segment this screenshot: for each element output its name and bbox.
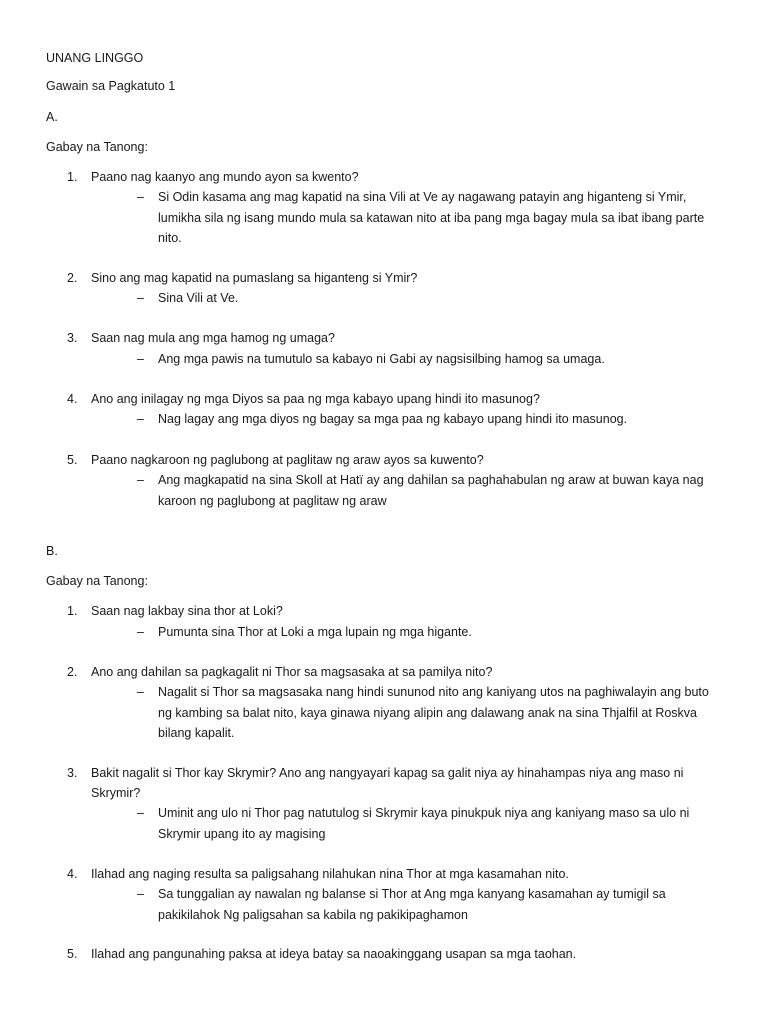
- answer-text: Uminit ang ulo ni Thor pag natutulog si Skrymir kaya pinukpuk niya ang kaniyang maso sa ulo ni: [158, 806, 690, 820]
- answer-text: Nagalit si Thor sa magsasaka nang hindi sununod nito ang kaniyang utos na paghiwalayin ang buto: [158, 685, 709, 699]
- question-number: 1.: [67, 604, 78, 618]
- answer-text: ng kambing sa balat nito, kaya ginawa niyang alipin ang dalawang anak na sina Thjalfil at Roskva: [158, 706, 698, 720]
- question-number: 1.: [67, 170, 78, 184]
- section-b-guide: Gabay na Tanong:: [46, 574, 148, 588]
- section-b-label: B.: [46, 544, 58, 558]
- question-text: Skrymir?: [91, 786, 141, 800]
- question-number: 3.: [67, 766, 78, 780]
- document-heading: UNANG LINGGO: [46, 51, 144, 65]
- question-text: Ilahad ang naging resulta sa paligsahang nilahukan nina Thor at mga kasamahan nito.: [91, 867, 569, 881]
- question-text: Saan nag lakbay sina thor at Loki?: [91, 604, 283, 618]
- question-number: 5.: [67, 453, 78, 467]
- question-number: 3.: [67, 331, 78, 345]
- answer-text: lumikha sila ng isang mundo mula sa katawan nito at iba pang mga bagay mula sa ibat ibang parte: [158, 211, 705, 225]
- question-number: 2.: [67, 665, 78, 679]
- answer-text: Pumunta sina Thor at Loki a mga lupain ng mga higante.: [158, 625, 472, 639]
- answer-dash: –: [137, 352, 144, 366]
- answer-dash: –: [137, 291, 144, 305]
- question-number: 2.: [67, 271, 78, 285]
- answer-text: Sina Vili at Ve.: [158, 291, 239, 305]
- question-number: 4.: [67, 867, 78, 881]
- section-a-guide: Gabay na Tanong:: [46, 140, 148, 154]
- answer-dash: –: [137, 806, 144, 820]
- answer-dash: –: [137, 625, 144, 639]
- answer-dash: –: [137, 412, 144, 426]
- answer-text: Ang mga pawis na tumutulo sa kabayo ni Gabi ay nagsisilbing hamog sa umaga.: [158, 352, 605, 366]
- question-text: Bakit nagalit si Thor kay Skrymir? Ano ang nangyayari kapag sa galit niya ay hinahampas niya ang maso ni: [91, 766, 684, 780]
- answer-dash: –: [137, 473, 144, 487]
- answer-text: Si Odin kasama ang mag kapatid na sina Vili at Ve ay nagawang patayin ang higanteng si Ymir,: [158, 190, 687, 204]
- question-text: Ano ang inilagay ng mga Diyos sa paa ng mga kabayo upang hindi ito masunog?: [91, 392, 540, 406]
- answer-text: nito.: [158, 231, 182, 245]
- answer-dash: –: [137, 685, 144, 699]
- activity-title: Gawain sa Pagkatuto 1: [46, 79, 176, 93]
- answer-dash: –: [137, 190, 144, 204]
- question-number: 4.: [67, 392, 78, 406]
- answer-text: Nag lagay ang mga diyos ng bagay sa mga paa ng kabayo upang hindi ito masunog.: [158, 412, 628, 426]
- answer-text: Skrymir upang ito ay magising: [158, 827, 326, 841]
- answer-dash: –: [137, 887, 144, 901]
- question-text: Saan nag mula ang mga hamog ng umaga?: [91, 331, 335, 345]
- question-text: Ilahad ang pangunahing paksa at ideya batay sa naoakinggang usapan sa mga taohan.: [91, 947, 577, 961]
- question-text: Paano nagkaroon ng paglubong at paglitaw ng araw ayos sa kuwento?: [91, 453, 484, 467]
- question-text: Ano ang dahilan sa pagkagalit ni Thor sa magsasaka at sa pamilya nito?: [91, 665, 493, 679]
- answer-text: karoon ng paglubong at paglitaw ng araw: [158, 494, 387, 508]
- question-text: Sino ang mag kapatid na pumaslang sa higanteng si Ymir?: [91, 271, 418, 285]
- section-a-label: A.: [46, 110, 58, 124]
- answer-text: Ang magkapatid na sina Skoll at Hatï ay ang dahilan sa paghahabulan ng araw at buwan kaya nag: [158, 473, 704, 487]
- question-number: 5.: [67, 947, 78, 961]
- answer-text: bilang kapalit.: [158, 726, 235, 740]
- answer-text: Sa tunggalian ay nawalan ng balanse si Thor at Ang mga kanyang kasamahan ay tumigil sa: [158, 887, 666, 901]
- answer-text: pakikilahok Ng paligsahan sa kabila ng pakikipaghamon: [158, 908, 468, 922]
- question-text: Paano nag kaanyo ang mundo ayon sa kwento?: [91, 170, 359, 184]
